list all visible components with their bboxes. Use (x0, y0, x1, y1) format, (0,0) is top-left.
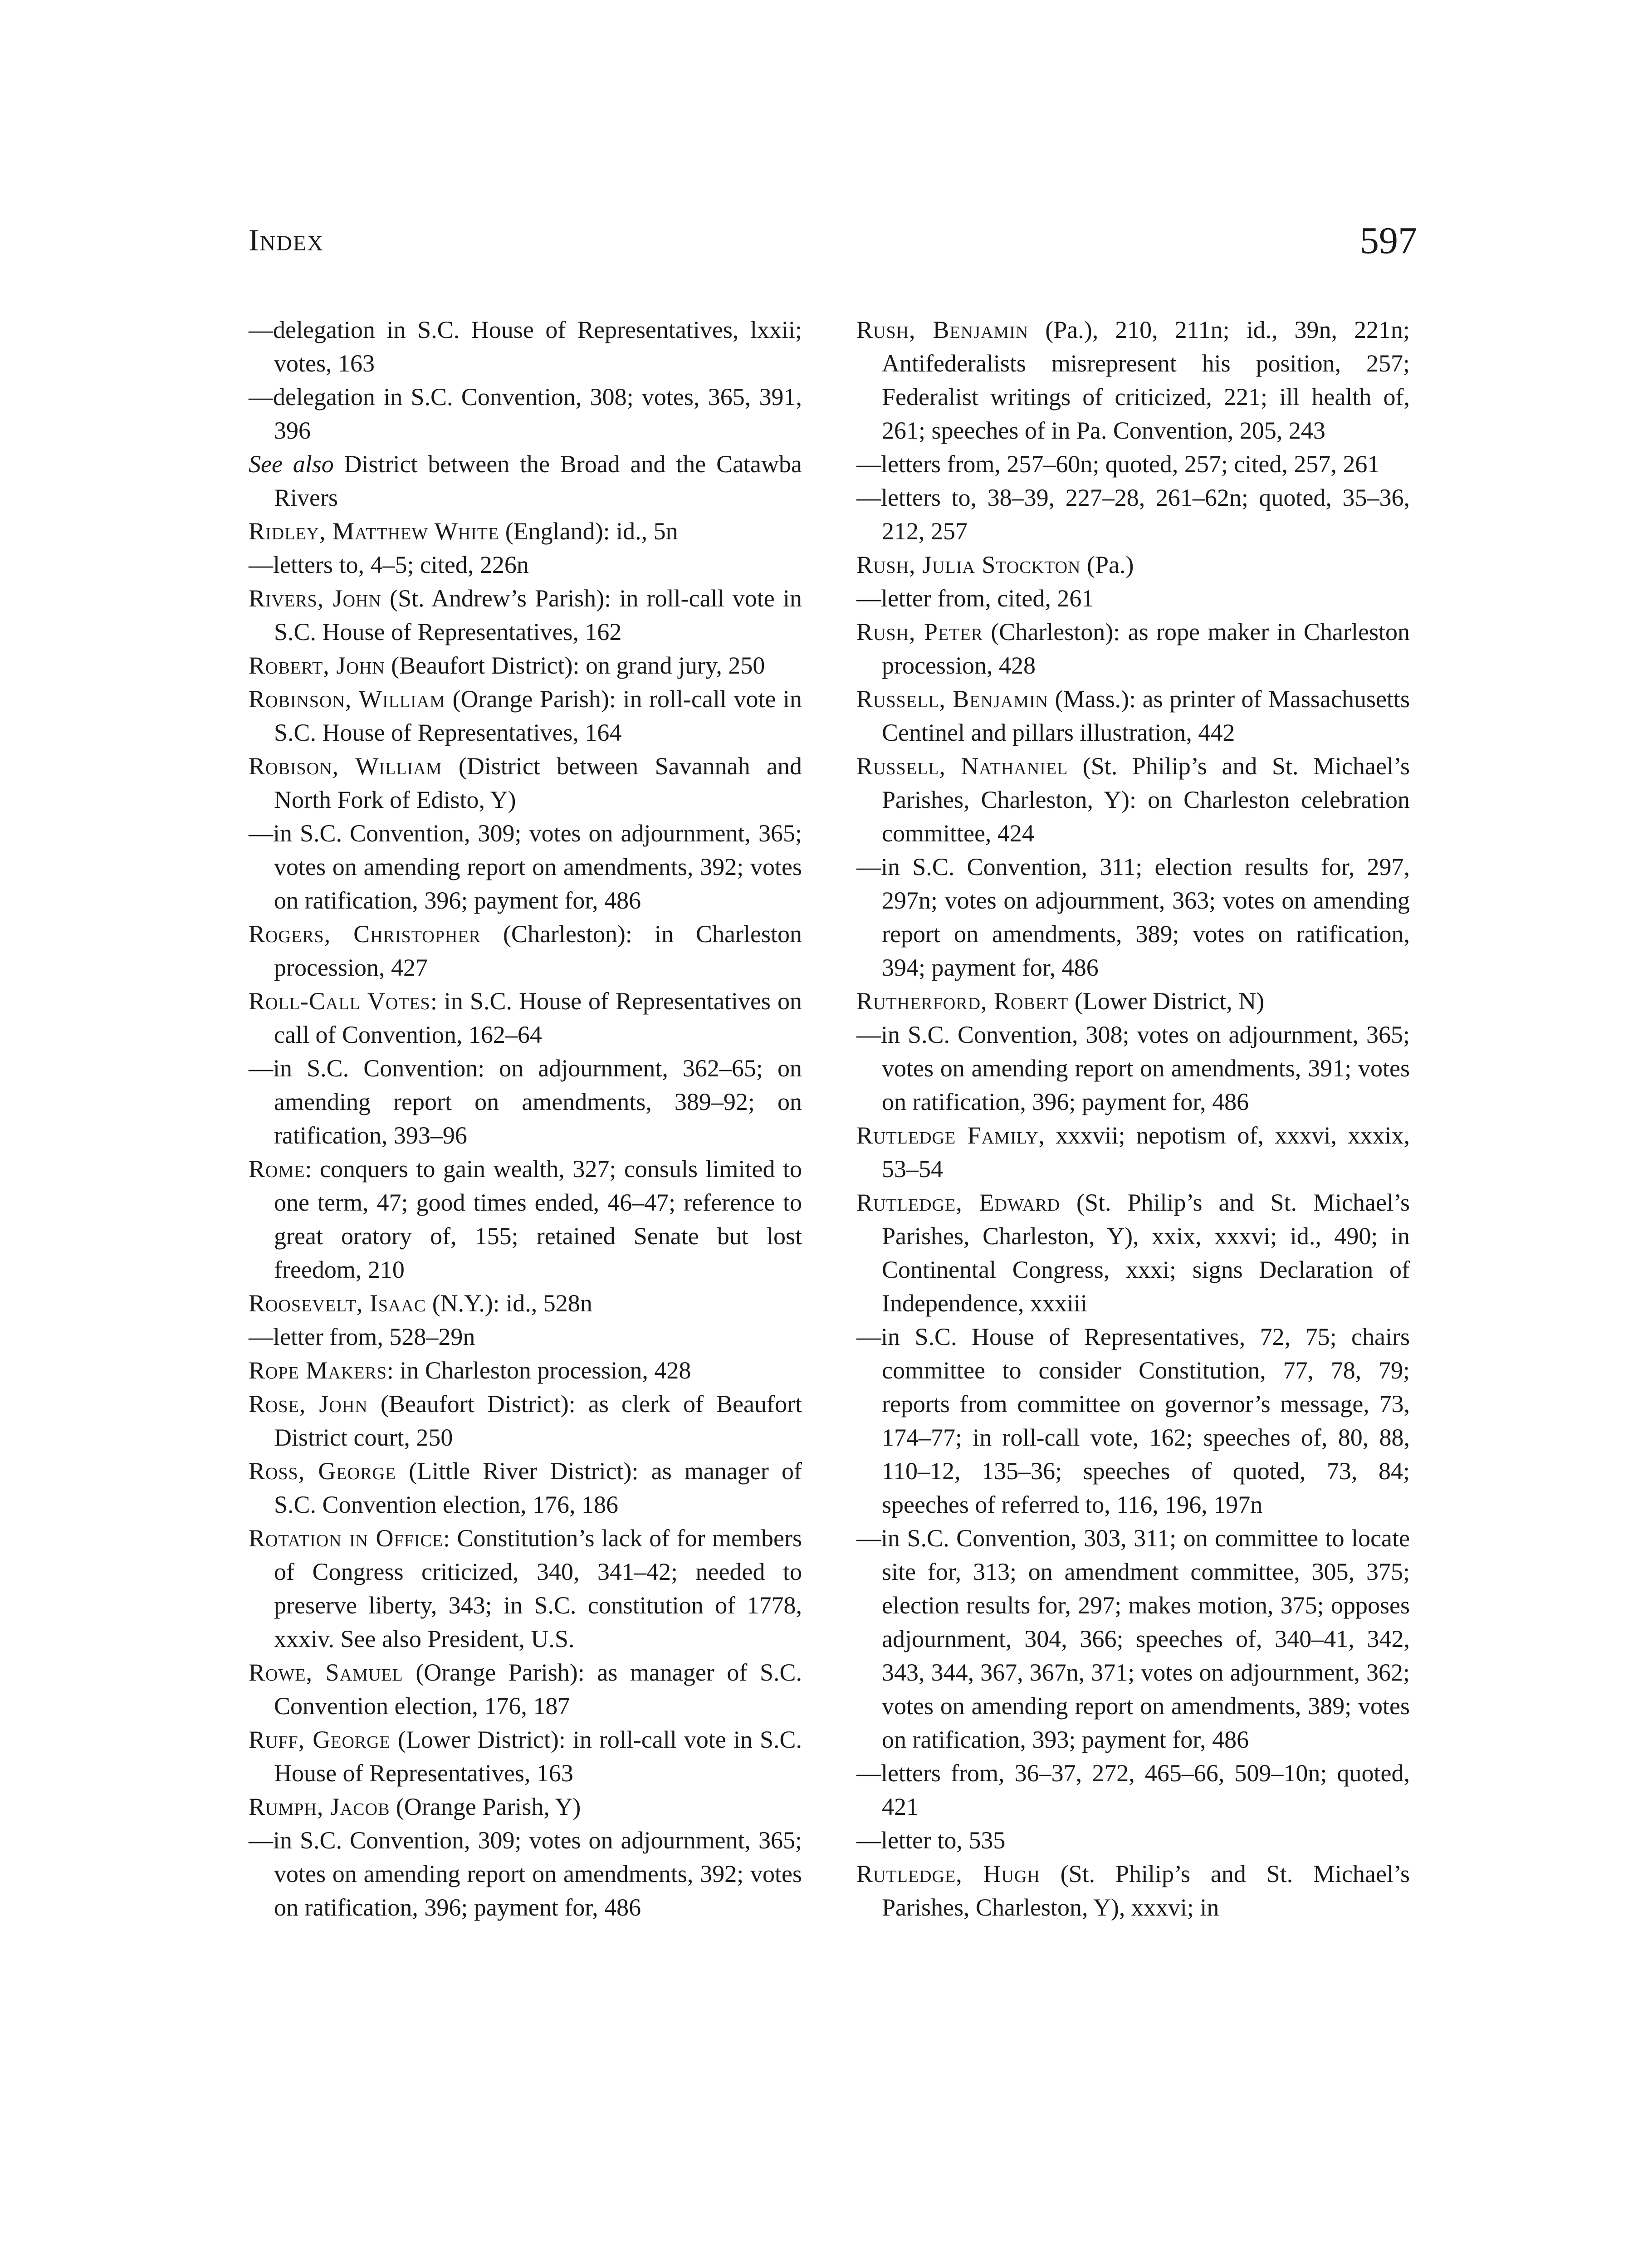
entry-text: (Orange Parish): as manager of S.C. Convention election, 176, 187 (274, 1659, 802, 1720)
entry-text: (N.Y.): id., 528n (426, 1290, 592, 1317)
index-entry (249, 649, 802, 682)
entry-text: —letters from, 257–60n; quoted, 257; cited, 257, 261 (856, 450, 1380, 478)
entry-text: —letter from, cited, 261 (856, 585, 1094, 612)
index-entry (249, 1723, 802, 1790)
index-entry (249, 1521, 802, 1656)
entry-text: (Orange Parish, Y) (390, 1793, 581, 1820)
index-entry (856, 548, 1410, 582)
entry-heading: Roosevelt, Isaac (249, 1290, 426, 1317)
index-entry (856, 1186, 1410, 1320)
index-entry (249, 816, 802, 917)
entry-text: —letters to, 4–5; cited, 226n (249, 551, 529, 578)
entry-heading: Russell, Benjamin (856, 685, 1049, 713)
index-entry (856, 1320, 1410, 1521)
page-number: 597 (1360, 220, 1417, 262)
index-column-right (856, 313, 1410, 1924)
index-entry (249, 917, 802, 984)
index-entry (856, 1119, 1410, 1186)
entry-text: —in S.C. Convention, 311; election results for, 297, 297n; votes on adjournment, 363; votes on amending report on amendments, 389; votes on ratification, 394; payment for, 486 (856, 853, 1410, 981)
index-entry (856, 749, 1410, 850)
entry-text: —letters from, 36–37, 272, 465–66, 509–10n; quoted, 421 (856, 1760, 1410, 1820)
entry-text: : conquers to gain wealth, 327; consuls limited to one term, 47; good times ended, 46–47; reference to great oratory of, 155; retained Senate but lost freedom, 210 (274, 1155, 802, 1283)
entry-heading: Robert, John (249, 652, 385, 679)
entry-text: —delegation in S.C. House of Representatives, lxxii; votes, 163 (249, 316, 802, 377)
index-entry (249, 1051, 802, 1152)
entry-heading: Robison, William (249, 753, 442, 780)
index-entry (249, 1320, 802, 1354)
entry-text: (Orange Parish): in roll-call vote in S.C. House of Representatives, 164 (274, 685, 802, 746)
entry-text: (St. Andrew’s Parish): in roll-call vote in S.C. House of Representatives, 162 (274, 585, 802, 645)
entry-heading: Rush, Peter (856, 618, 983, 645)
entry-text: —in S.C. Convention, 303, 311; on committee to locate site for, 313; on amendment committee, 305, 375; election results for, 297; makes motion, 375; opposes adjournment, 304, 366; speeches of, 340–41, 342, 343, 344, 367, 367n, 371; votes on adjournment, 362; votes on amending report on amendments, 389; votes on ratification, 393; payment for, 486 (856, 1525, 1410, 1753)
index-column-left (249, 313, 802, 1924)
running-header (249, 222, 1417, 281)
entry-heading: Rutledge Family (856, 1122, 1039, 1149)
entry-heading: Rope Makers (249, 1357, 387, 1384)
entry-text: (Lower District): in roll-call vote in S.C. House of Representatives, 163 (274, 1726, 802, 1787)
entry-text: (Charleston): in Charleston procession, 427 (274, 920, 802, 981)
index-entry (856, 1756, 1410, 1823)
index-entry (249, 1387, 802, 1454)
entry-text: —in S.C. Convention, 309; votes on adjournment, 365; votes on amending report on amendments, 392; votes on ratification, 396; payment for, 486 (249, 820, 802, 914)
index-entry (856, 1823, 1410, 1857)
index-entry (249, 1152, 802, 1286)
entry-text: (Pa.), 210, 211n; id., 39n, 221n; Antifederalists misrepresent his position, 257; Federalist writings of criticized, 221; ill health of, 261; speeches of in Pa. Convention, 205, 243 (882, 316, 1410, 444)
entry-heading: Ruff, George (249, 1726, 391, 1753)
index-entry (249, 1354, 802, 1387)
entry-heading: Rutledge, Hugh (856, 1860, 1040, 1887)
entry-heading: Rush, Benjamin (856, 316, 1029, 343)
index-entry (856, 850, 1410, 984)
index-entry (856, 481, 1410, 548)
entry-text: (Pa.) (1081, 551, 1134, 578)
entry-heading: Russell, Nathaniel (856, 753, 1068, 780)
entry-text: (Mass.): as printer of Massachusetts Centinel and pillars illustration, 442 (882, 685, 1410, 746)
index-entry (856, 1521, 1410, 1756)
index-entry (856, 1857, 1410, 1924)
entry-text: —in S.C. Convention, 308; votes on adjournment, 365; votes on amending report on amendments, 391; votes on ratification, 396; payment for, 486 (856, 1021, 1410, 1115)
entry-heading: Rush, Julia Stockton (856, 551, 1081, 578)
entry-heading: Rotation in Office (249, 1525, 444, 1552)
entry-text: (St. Philip’s and St. Michael’s Parishes, Charleston, Y), xxxvi; in (882, 1860, 1410, 1921)
entry-heading: Rutherford, Robert (856, 987, 1069, 1015)
entry-text: (District between Savannah and North Fork of Edisto, Y) (274, 753, 802, 813)
entry-text: —in S.C. Convention, 309; votes on adjournment, 365; votes on amending report on amendments, 392; votes on ratification, 396; payment for, 486 (249, 1827, 802, 1921)
index-entry (249, 582, 802, 649)
entry-text: : in S.C. House of Representatives on call of Convention, 162–64 (274, 987, 802, 1048)
entry-text: (Lower District, N) (1068, 987, 1265, 1015)
entry-heading: Rowe, Samuel (249, 1659, 403, 1686)
index-entry (856, 1018, 1410, 1119)
index-entry (249, 1790, 802, 1823)
entry-text: District between the Broad and the Catawba Rivers (274, 450, 802, 511)
index-entry (249, 984, 802, 1051)
entry-text: —letters to, 38–39, 227–28, 261–62n; quoted, 35–36, 212, 257 (856, 484, 1410, 545)
running-title: Index (249, 223, 324, 257)
index-entry (249, 1823, 802, 1924)
see-also-prefix: See also (249, 450, 334, 478)
index-entry (249, 682, 802, 749)
index-entry (249, 313, 802, 380)
index-entry (249, 749, 802, 816)
index-entry (856, 682, 1410, 749)
entry-text: —letter to, 535 (856, 1827, 1006, 1854)
entry-heading: Rivers, John (249, 585, 381, 612)
entry-heading: Rome (249, 1155, 305, 1183)
index-entry (249, 1656, 802, 1723)
entry-text: (Charleston): as rope maker in Charleston procession, 428 (882, 618, 1410, 679)
index-entry (856, 447, 1410, 481)
index-entry (249, 1286, 802, 1320)
entry-heading: Ridley, Matthew White (249, 518, 499, 545)
entry-text: —delegation in S.C. Convention, 308; votes, 365, 391, 396 (249, 383, 802, 444)
entry-text: , xxxvii; nepotism of, xxxvi, xxxix, 53–54 (882, 1122, 1410, 1183)
entry-text: : Constitution’s lack of for members of Congress criticized, 340, 341–42; needed to preserve liberty, 343; in S.C. constitution of 1778, xxxiv. See also President, U.S. (274, 1525, 802, 1652)
index-entry (856, 582, 1410, 615)
entry-heading: Rumph, Jacob (249, 1793, 390, 1820)
index-entry (249, 380, 802, 447)
entry-text: (Beaufort District): on grand jury, 250 (385, 652, 765, 679)
index-entry (856, 615, 1410, 682)
entry-text: (St. Philip’s and St. Michael’s Parishes, Charleston, Y), xxix, xxxvi; id., 490; in Continental Congress, xxxi; signs Declaration of Independence, xxxiii (882, 1189, 1410, 1317)
entry-heading: Ross, George (249, 1457, 396, 1485)
entry-text: —letter from, 528–29n (249, 1323, 475, 1350)
entry-text: (England): id., 5n (499, 518, 678, 545)
entry-heading: Rose, John (249, 1390, 368, 1418)
index-entry (249, 514, 802, 548)
entry-text: —in S.C. House of Representatives, 72, 75; chairs committee to consider Constitution, 77, 78, 79; reports from committee on governor’s message, 73, 174–77; in roll-call vote, 162; speeches of, 80, 88, 110–12, 135–36; speeches of quoted, 73, 84; speeches of referred to, 116, 196, 197n (856, 1323, 1410, 1518)
entry-text: (Beaufort District): as clerk of Beaufort District court, 250 (274, 1390, 802, 1451)
entry-text: (St. Philip’s and St. Michael’s Parishes, Charleston, Y): on Charleston celebration committee, 424 (882, 753, 1410, 847)
index-entry (249, 447, 802, 514)
index-entry (249, 548, 802, 582)
entry-heading: Robinson, William (249, 685, 445, 713)
entry-text: (Little River District): as manager of S.C. Convention election, 176, 186 (274, 1457, 802, 1518)
entry-heading: Roll-Call Votes (249, 987, 430, 1015)
index-entry (856, 984, 1410, 1018)
entry-text: —in S.C. Convention: on adjournment, 362–65; on amending report on amendments, 389–92; on ratification, 393–96 (249, 1055, 802, 1149)
entry-text: : in Charleston procession, 428 (386, 1357, 691, 1384)
index-entry (856, 313, 1410, 447)
entry-heading: Rogers, Christopher (249, 920, 481, 948)
index-entry (249, 1454, 802, 1521)
entry-heading: Rutledge, Edward (856, 1189, 1060, 1216)
